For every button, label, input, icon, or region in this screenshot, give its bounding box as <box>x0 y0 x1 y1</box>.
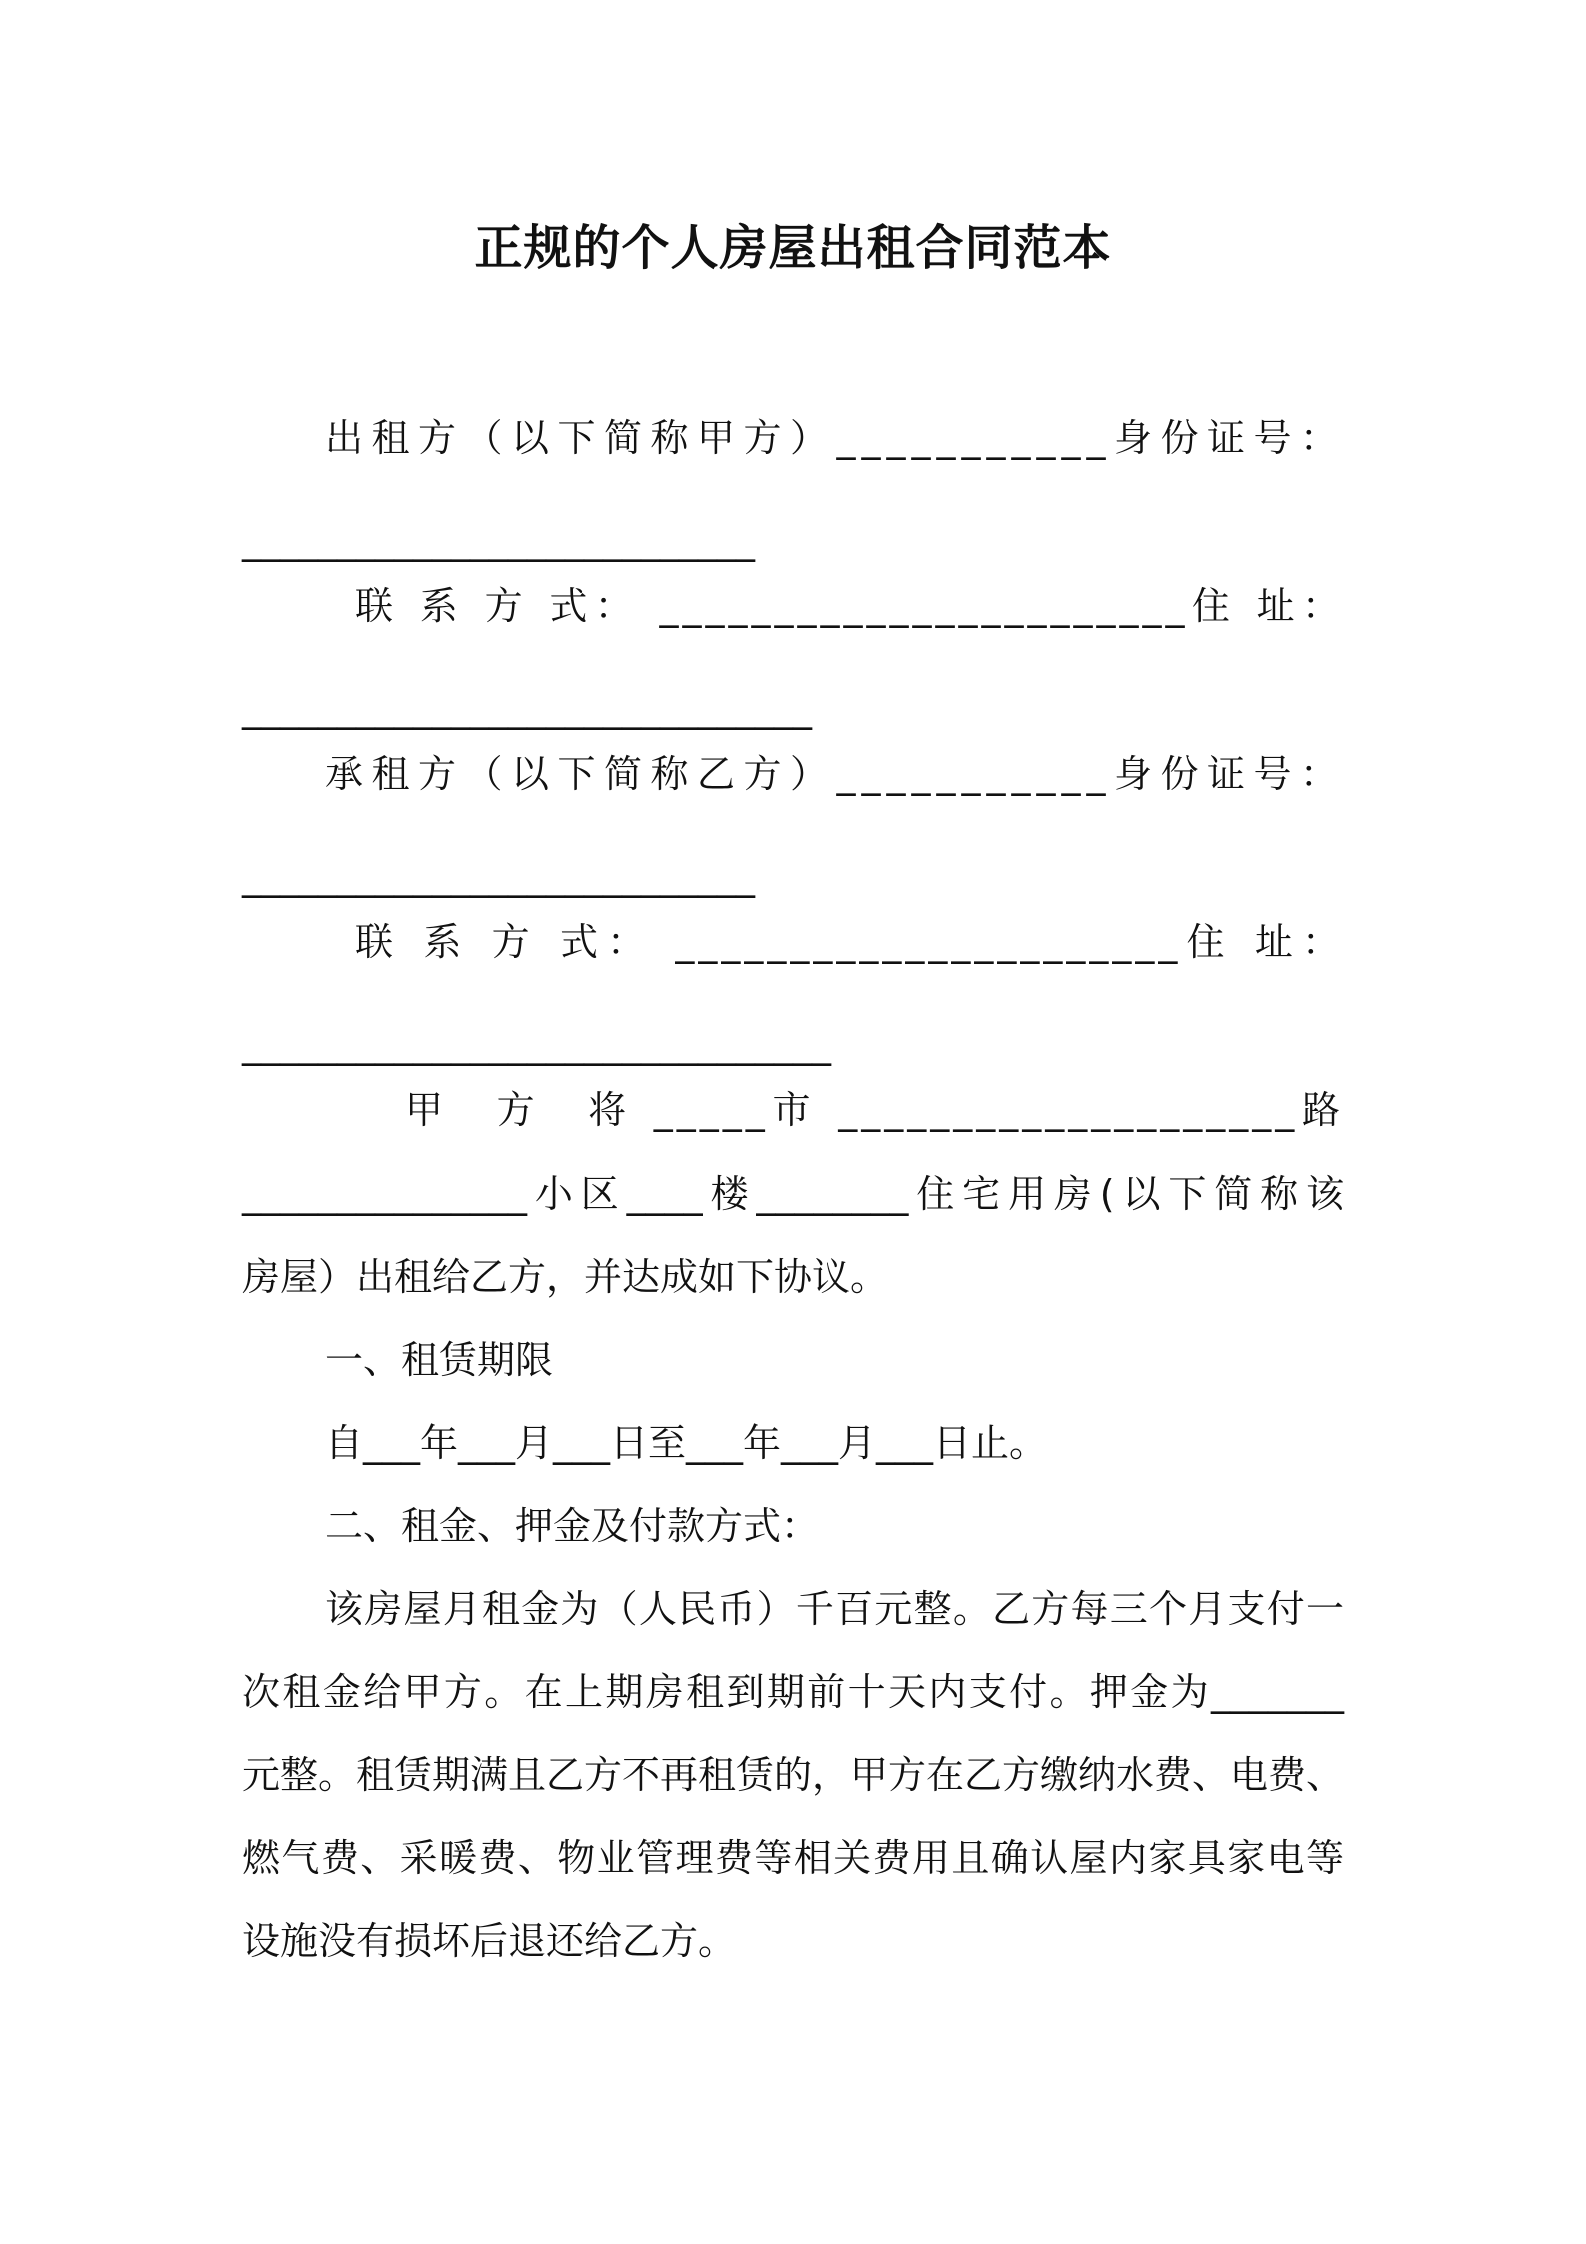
rent-paragraph-line-3: 元整。租赁期满且乙方不再租赁的，甲方在乙方缴纳水费、电费、 <box>242 1753 1345 1797</box>
property-location-line: 甲 方 将 _____市 ____________________路 <box>405 1088 1344 1132</box>
lessor-line: 出租方（以下简称甲方）___________身份证号： <box>325 416 1344 460</box>
lessee-address-blank: _______________________________ <box>242 1022 831 1066</box>
rent-paragraph-line-1: 该房屋月租金为（人民币）千百元整。乙方每三个月支付一 <box>325 1587 1344 1631</box>
lessee-contact-line: 联 系 方 式： ______________________住 址： <box>355 920 1344 964</box>
rent-paragraph-line-5: 设施没有损坏后退还给乙方。 <box>242 1919 737 1963</box>
property-building-line: _______________小区____楼________住宅用房(以下简称该 <box>242 1172 1344 1216</box>
document-title: 正规的个人房屋出租合同范本 <box>474 220 1112 276</box>
section-lease-term-heading: 一、租赁期限 <box>325 1338 554 1382</box>
lessor-id-blank: ___________________________ <box>242 518 755 562</box>
lessee-line: 承租方（以下简称乙方）___________身份证号： <box>325 752 1344 796</box>
lease-term-dates: 自___年___月___日至___年___月___日止。 <box>325 1421 1048 1465</box>
lessee-id-blank: ___________________________ <box>242 854 755 898</box>
agreement-line: 房屋）出租给乙方，并达成如下协议。 <box>242 1255 889 1299</box>
lessor-contact-line: 联 系 方 式： _______________________住 址： <box>355 584 1344 628</box>
rent-paragraph-line-2: 次租金给甲方。在上期房租到期前十天内支付。押金为_______ <box>242 1670 1344 1714</box>
section-rent-heading: 二、租金、押金及付款方式： <box>325 1504 820 1548</box>
lessor-address-blank: ______________________________ <box>242 686 812 730</box>
rent-paragraph-line-4: 燃气费、采暖费、物业管理费等相关费用且确认屋内家具家电等 <box>242 1836 1344 1880</box>
